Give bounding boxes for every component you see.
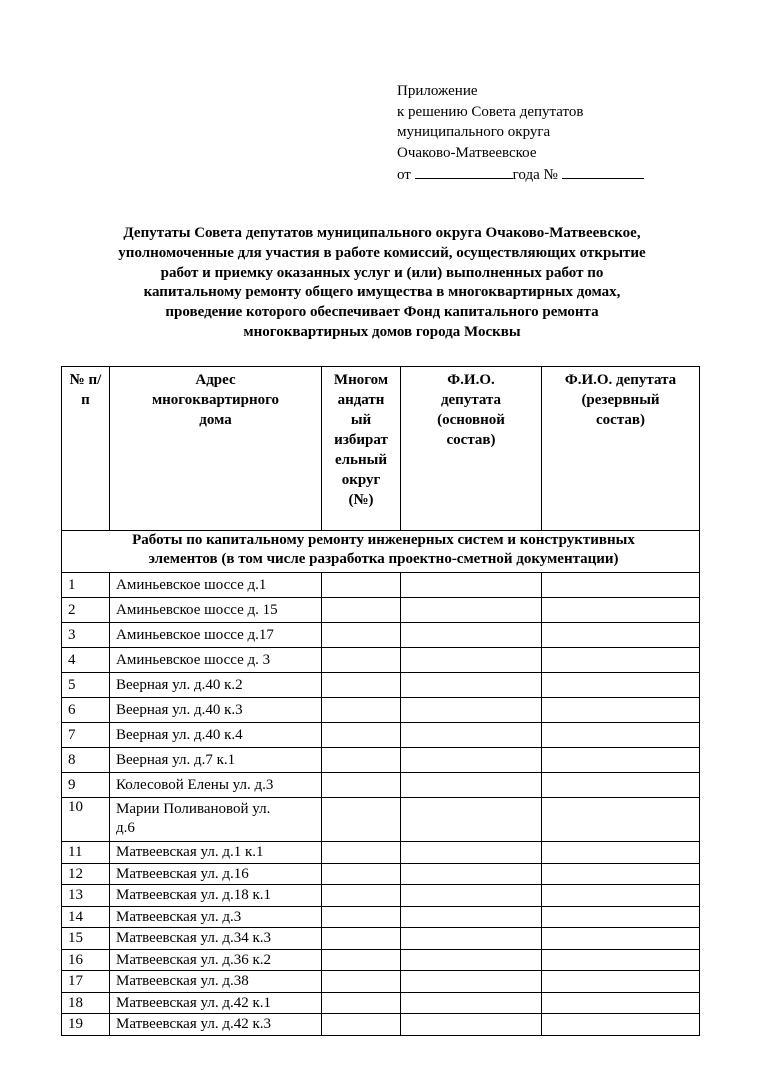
- row-district: [322, 673, 401, 698]
- row-reserve-deputy: [542, 673, 700, 698]
- header-text: п: [81, 392, 90, 408]
- header-text: многоквартирного: [151, 392, 280, 408]
- row-district: [322, 748, 401, 773]
- table-row: [62, 971, 700, 993]
- row-reserve-deputy: [542, 885, 700, 907]
- row-reserve-deputy: [542, 573, 700, 598]
- row-reserve-deputy: [542, 648, 700, 673]
- number-blank: [562, 163, 644, 179]
- row-number: 17: [62, 971, 110, 993]
- document-title: [62, 224, 702, 343]
- row-main-deputy: [401, 885, 542, 907]
- row-main-deputy: [401, 723, 542, 748]
- appendix-date-line: [397, 163, 644, 186]
- header-text: Ф.И.О. депутата: [564, 372, 677, 388]
- date-blank: [415, 163, 513, 179]
- row-number: 13: [62, 885, 110, 907]
- row-address: Матвеевская ул. д.34 к.3: [110, 928, 322, 950]
- row-number: 7: [62, 723, 110, 748]
- row-district: [322, 1014, 401, 1036]
- row-reserve-deputy: [542, 623, 700, 648]
- table-row: [62, 673, 700, 698]
- row-district: [322, 573, 401, 598]
- row-reserve-deputy: [542, 863, 700, 885]
- row-number: 12: [62, 863, 110, 885]
- row-district: [322, 623, 401, 648]
- title-line: уполномоченные для участия в работе комиссий, осуществляющих открытие: [118, 244, 646, 261]
- header-text: (№): [348, 492, 374, 508]
- row-main-deputy: [401, 698, 542, 723]
- title-line: капитальному ремонту общего имущества в многоквартирных домах,: [143, 284, 621, 301]
- appendix-block: [397, 81, 644, 186]
- row-number: 11: [62, 842, 110, 864]
- table-row: [62, 863, 700, 885]
- row-main-deputy: [401, 906, 542, 928]
- header-text: андатн: [337, 392, 385, 408]
- row-reserve-deputy: [542, 698, 700, 723]
- row-main-deputy: [401, 673, 542, 698]
- row-address: Веерная ул. д.40 к.4: [110, 723, 322, 748]
- row-address: [110, 798, 322, 842]
- row-district: [322, 992, 401, 1014]
- header-text: Адрес: [195, 372, 236, 388]
- date-mid: года №: [512, 167, 558, 183]
- row-address: Матвеевская ул. д.1 к.1: [110, 842, 322, 864]
- row-reserve-deputy: [542, 598, 700, 623]
- row-reserve-deputy: [542, 949, 700, 971]
- address-line: д.6: [116, 820, 135, 836]
- table-row: [62, 992, 700, 1014]
- row-reserve-deputy: [542, 798, 700, 842]
- row-district: [322, 598, 401, 623]
- row-number: 3: [62, 623, 110, 648]
- date-prefix: от: [397, 167, 411, 183]
- header-text: № п/: [69, 372, 102, 388]
- row-main-deputy: [401, 648, 542, 673]
- row-address: Матвеевская ул. д.38: [110, 971, 322, 993]
- row-address: Аминьевское шоссе д.1: [110, 573, 322, 598]
- row-main-deputy: [401, 773, 542, 798]
- table-row: [62, 949, 700, 971]
- appendix-line: муниципального округа: [397, 124, 551, 140]
- table-row: [62, 598, 700, 623]
- header-text: (резервный: [581, 392, 660, 408]
- row-main-deputy: [401, 1014, 542, 1036]
- row-district: [322, 971, 401, 993]
- header-address: [110, 367, 322, 531]
- header-text: ельный: [334, 452, 387, 468]
- row-district: [322, 698, 401, 723]
- table-row: [62, 928, 700, 950]
- table-row: [62, 906, 700, 928]
- row-address: Матвеевская ул. д.42 к.1: [110, 992, 322, 1014]
- row-district: [322, 928, 401, 950]
- row-reserve-deputy: [542, 928, 700, 950]
- row-main-deputy: [401, 598, 542, 623]
- table-row: [62, 698, 700, 723]
- row-number: 14: [62, 906, 110, 928]
- row-reserve-deputy: [542, 906, 700, 928]
- row-number: 2: [62, 598, 110, 623]
- title-line: Депутаты Совета депутатов муниципального округа Очаково-Матвеевское,: [123, 225, 641, 241]
- table-row: [62, 885, 700, 907]
- table-row: [62, 723, 700, 748]
- row-address: Веерная ул. д.7 к.1: [110, 748, 322, 773]
- row-reserve-deputy: [542, 1014, 700, 1036]
- header-text: депутата: [440, 392, 502, 408]
- table-row: [62, 623, 700, 648]
- row-address: Аминьевское шоссе д. 15: [110, 598, 322, 623]
- row-number: 9: [62, 773, 110, 798]
- table-row: [62, 1014, 700, 1036]
- row-reserve-deputy: [542, 773, 700, 798]
- header-text: избират: [334, 432, 388, 448]
- header-district: [322, 367, 401, 531]
- row-address: Матвеевская ул. д.42 к.3: [110, 1014, 322, 1036]
- header-main-deputy: [401, 367, 542, 531]
- row-main-deputy: [401, 992, 542, 1014]
- header-text: округ: [341, 472, 381, 488]
- row-number: 15: [62, 928, 110, 950]
- table-row: [62, 798, 700, 842]
- row-address: Матвеевская ул. д.3: [110, 906, 322, 928]
- row-number: 8: [62, 748, 110, 773]
- title-line: проведение которого обеспечивает Фонд капитального ремонта: [165, 304, 599, 321]
- row-number: 19: [62, 1014, 110, 1036]
- row-address: Колесовой Елены ул. д.3: [110, 773, 322, 798]
- header-text: (основной: [437, 412, 505, 428]
- header-text: Ф.И.О.: [447, 372, 495, 388]
- row-number: 5: [62, 673, 110, 698]
- row-reserve-deputy: [542, 992, 700, 1014]
- header-reserve-deputy: [542, 367, 700, 531]
- row-address: Матвеевская ул. д.16: [110, 863, 322, 885]
- row-reserve-deputy: [542, 971, 700, 993]
- row-reserve-deputy: [542, 723, 700, 748]
- row-address: Веерная ул. д.40 к.2: [110, 673, 322, 698]
- header-text: состав): [596, 412, 645, 428]
- row-main-deputy: [401, 798, 542, 842]
- row-address: Аминьевское шоссе д.17: [110, 623, 322, 648]
- row-address: Аминьевское шоссе д. 3: [110, 648, 322, 673]
- appendix-line: Приложение: [397, 83, 478, 99]
- row-main-deputy: [401, 863, 542, 885]
- row-address: Матвеевская ул. д.18 к.1: [110, 885, 322, 907]
- row-main-deputy: [401, 748, 542, 773]
- address-line: Марии Поливановой ул.: [116, 801, 271, 817]
- row-district: [322, 949, 401, 971]
- row-main-deputy: [401, 949, 542, 971]
- appendix-line: Очаково-Матвеевское: [397, 144, 537, 161]
- row-number: 1: [62, 573, 110, 598]
- row-district: [322, 723, 401, 748]
- row-reserve-deputy: [542, 748, 700, 773]
- row-district: [322, 842, 401, 864]
- row-main-deputy: [401, 928, 542, 950]
- section-text: Работы по капитальному ремонту инженерных систем и конструктивных: [132, 532, 635, 548]
- row-main-deputy: [401, 623, 542, 648]
- row-number: 18: [62, 992, 110, 1014]
- row-district: [322, 773, 401, 798]
- row-number: 16: [62, 949, 110, 971]
- header-text: ый: [350, 412, 372, 428]
- row-district: [322, 648, 401, 673]
- table-row: [62, 648, 700, 673]
- row-main-deputy: [401, 573, 542, 598]
- table-header-row: [62, 367, 700, 531]
- section-text: элементов (в том числе разработка проектно-сметной документации): [148, 551, 619, 567]
- table-row: [62, 573, 700, 598]
- row-address: Веерная ул. д.40 к.3: [110, 698, 322, 723]
- row-district: [322, 798, 401, 842]
- section-row: [62, 531, 700, 573]
- row-number: 6: [62, 698, 110, 723]
- title-line: работ и приемку оказанных услуг и (или) выполненных работ по: [160, 264, 604, 281]
- row-district: [322, 906, 401, 928]
- header-text: Многом: [333, 372, 389, 388]
- section-heading: [62, 531, 700, 573]
- row-main-deputy: [401, 842, 542, 864]
- row-main-deputy: [401, 971, 542, 993]
- row-district: [322, 863, 401, 885]
- deputies-table: [61, 366, 700, 1036]
- row-number: 4: [62, 648, 110, 673]
- title-line: многоквартирных домов города Москвы: [243, 323, 521, 340]
- row-number: 10: [62, 798, 110, 842]
- header-text: состав): [446, 432, 496, 448]
- table-row: [62, 748, 700, 773]
- table-row: [62, 773, 700, 798]
- row-reserve-deputy: [542, 842, 700, 864]
- header-number: [62, 367, 110, 531]
- appendix-line: к решению Совета депутатов: [397, 103, 584, 120]
- row-address: Матвеевская ул. д.36 к.2: [110, 949, 322, 971]
- header-text: дома: [199, 412, 232, 428]
- row-district: [322, 885, 401, 907]
- table-row: [62, 842, 700, 864]
